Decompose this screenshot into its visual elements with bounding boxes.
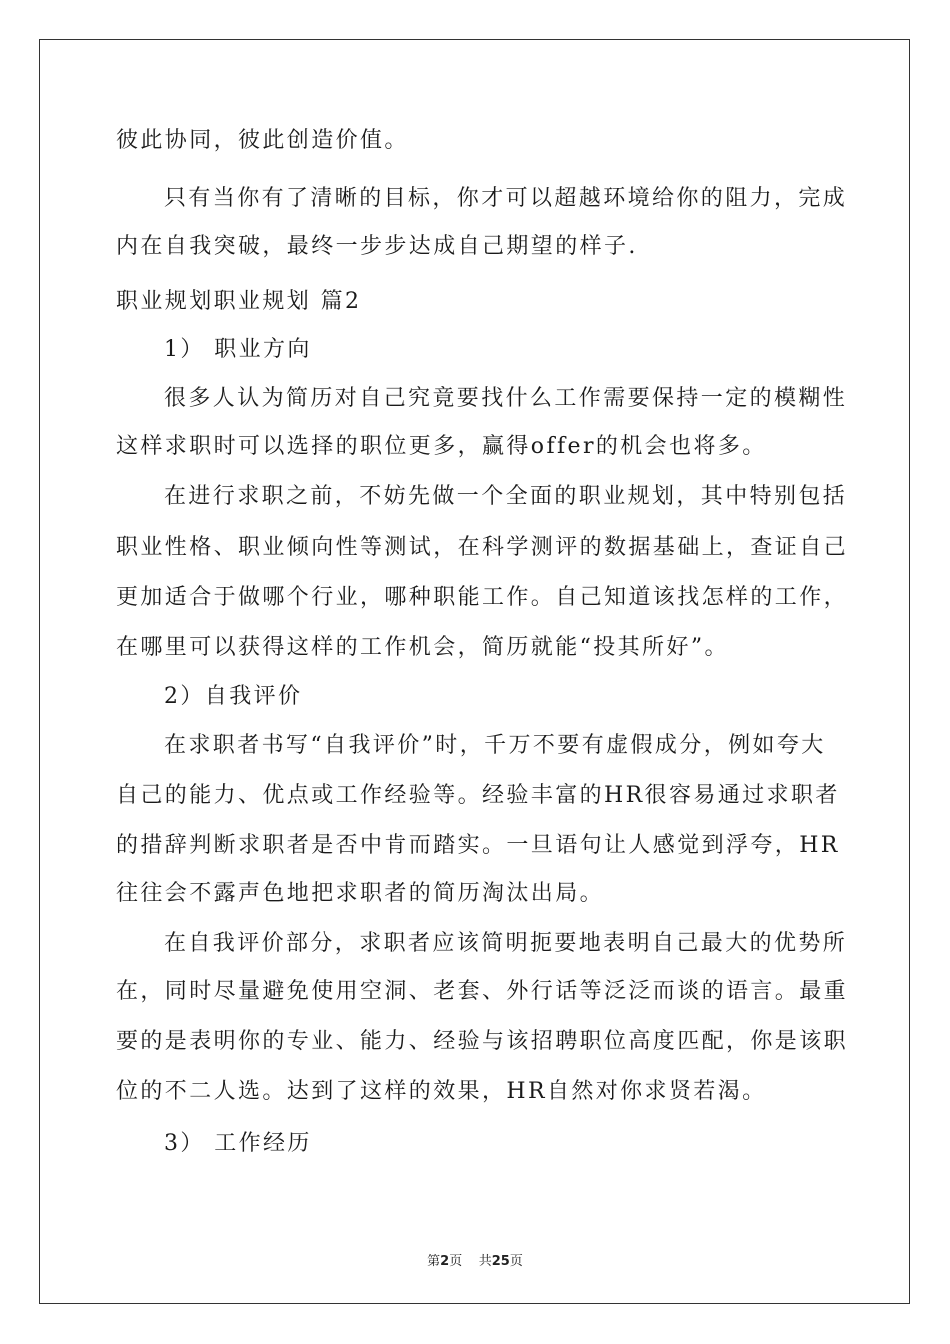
text-line: 在，同时尽量避免使用空洞、老套、外行话等泛泛而谈的语言。最重 [116, 979, 849, 1004]
subsection-heading: 3） 工作经历 [164, 1131, 312, 1156]
text-line: 位的不二人选。达到了这样的效果，HR自然对你求贤若渴。 [116, 1079, 767, 1104]
text-line: 职业性格、职业倾向性等测试，在科学测评的数据基础上，查证自己 [116, 535, 849, 560]
footer-total-prefix: 共 [478, 1254, 492, 1269]
footer-total-pages: 25 [491, 1254, 510, 1269]
footer-prefix: 第 [427, 1254, 441, 1269]
text-line: 彼此协同，彼此创造价值。 [116, 128, 409, 153]
footer-page-number: 2 [440, 1254, 450, 1269]
page-border [39, 39, 910, 1304]
text-line: 的措辞判断求职者是否中肯而踏实。一旦语句让人感觉到浮夸，HR [116, 833, 840, 858]
text-line: 这样求职时可以选择的职位更多，赢得offer的机会也将多。 [116, 434, 767, 459]
text-line: 往往会不露声色地把求职者的简历淘汰出局。 [116, 881, 605, 906]
text-line: 要的是表明你的专业、能力、经验与该招聘职位高度匹配，你是该职 [116, 1029, 849, 1054]
subsection-heading: 2）自我评价 [164, 684, 303, 709]
text-line: 在求职者书写“自我评价”时，千万不要有虚假成分，例如夸大 [164, 733, 826, 758]
text-line: 更加适合于做哪个行业，哪种职能工作。自己知道该找怎样的工作， [116, 585, 849, 610]
text-line: 内在自我突破，最终一步步达成自己期望的样子. [116, 234, 638, 259]
text-line: 在自我评价部分，求职者应该简明扼要地表明自己最大的优势所 [164, 931, 848, 956]
text-line: 只有当你有了清晰的目标，你才可以超越环境给你的阻力，完成 [164, 186, 848, 211]
text-line: 在进行求职之前，不妨先做一个全面的职业规划，其中特别包括 [164, 484, 848, 509]
page-footer [0, 1250, 950, 1269]
footer-total-suffix: 页 [509, 1254, 523, 1269]
section-heading: 职业规划职业规划 篇2 [116, 289, 362, 314]
text-line: 在哪里可以获得这样的工作机会，简历就能“投其所好”。 [116, 635, 729, 660]
text-line: 很多人认为简历对自己究竟要找什么工作需要保持一定的模糊性 [164, 386, 848, 411]
subsection-heading: 1） 职业方向 [164, 337, 312, 362]
text-line: 自己的能力、优点或工作经验等。经验丰富的HR很容易通过求职者 [116, 783, 840, 808]
footer-page-suffix: 页 [449, 1254, 463, 1269]
